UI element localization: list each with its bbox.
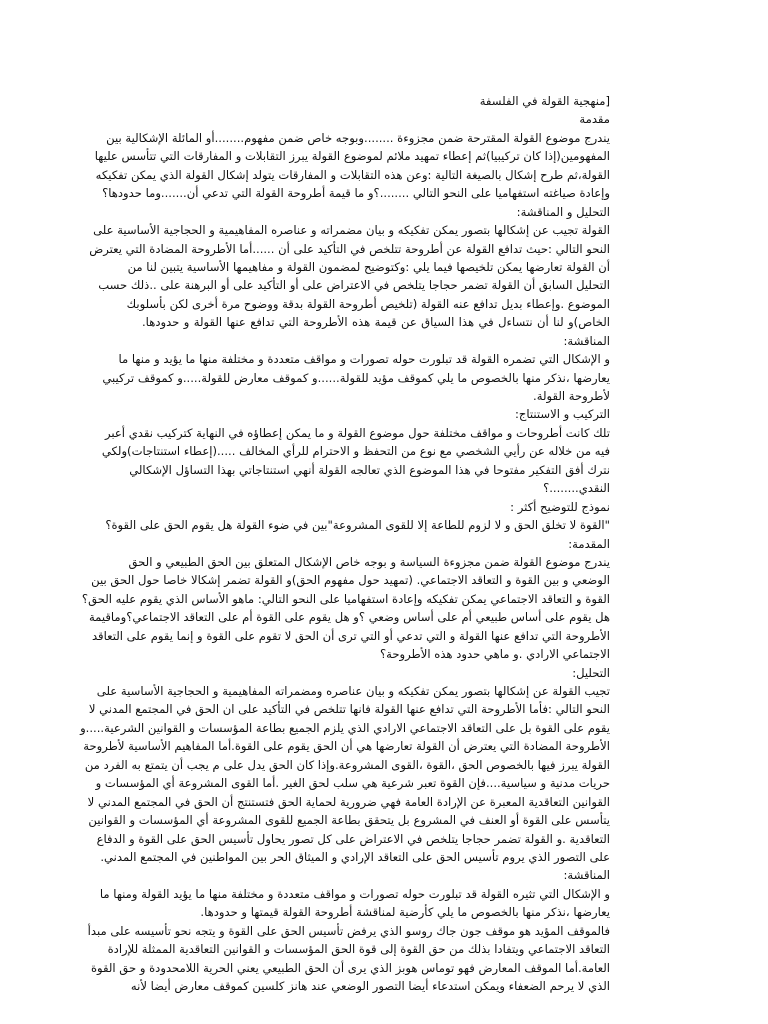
text-line: تلك كانت أطروحات و مواقف مختلفة حول موضوع القولة و ما يمكن إعطاؤه في النهاية كتركيب نقدي أعبر <box>104 425 610 440</box>
text-line: التحليل: <box>572 665 610 680</box>
text-line: المناقشة: <box>563 868 610 883</box>
document-page <box>0 92 768 995</box>
text-line: المقدمة: <box>568 536 610 551</box>
text-line: الخاص)و لنا أن نتساءل في هذا السياق عن قيمة هذه الأطروحة التي تدافع عنها القولة و حدودها. <box>142 315 610 330</box>
text-line: يعارضها ،نذكر منها بالخصوص ما يلي كموقف مؤيد للقولة......و كموقف معارض للقولة.....و كموقف تركيبي <box>102 370 610 385</box>
text-line: العامة.أما الموقف المعارض فهو توماس هوبز الذي يرى أن الحق الطبيعي يعني الحرية اللامحدودة و حق القوة <box>90 960 610 975</box>
text-line: فيه من خلاله عن رأيي الشخصي مع نوع من التحفظ و الاحترام للرأي المخالف .....(إعطاء استنتاجات)ولكي <box>101 444 610 459</box>
text-line: [منهجية القولة في الفلسفة <box>479 94 610 108</box>
text-line: يندرج موضوع القولة المقترحة ضمن مجزوءة ........وبوجه خاص ضمن مفهوم........أو المائلة الإشكالية بين <box>106 130 610 145</box>
text-line: الذي لا يرحم الضعفاء ويمكن استدعاء أيضا التصور الوضعي عند هانز كلسين كموقف معارض أيضا لأنه <box>130 979 610 993</box>
text-line: تجيب القولة عن إشكالها بتصور يمكن تفكيكه و بيان عناصره ومضمراته المفاهيمية و الحجاجية الأساسية على <box>96 684 610 698</box>
text-line: المفهومين(إذا كان تركيبيا)ثم إعطاء تمهيد ملائم لموضوع القولة يبرز التقابلات و المفارقات التي تتأسس عليها <box>94 149 610 164</box>
text-line: التعاقد الاجتماعي ويتفادا بذلك من حق القوة إلى قوة الحق المؤسسات و القوانين التعاقدية الممثلة للإرادة <box>107 942 610 957</box>
text-line: التعاقدية .و القولة تضمر حجاجا يتلخص في الاعتراض على كل تصور يحاول تأسيس الحق على القوة و الدفاع <box>96 831 610 846</box>
text-line: نموذج للتوضيح أكثر : <box>510 499 610 514</box>
text-line: يتأسس على القوة أو العنف في المشروع بل يتحقق بطاعة الجميع للقوى المشروعة أي المؤسسات و القوانين <box>88 813 610 828</box>
text-line: أن القولة تعارضها يمكن تلخيصها فيما يلي :وكتوضيح لمضمون القولة و مفاهيمها الأساسية يتبين لنا من <box>127 259 610 274</box>
text-line: لأطروحة القولة. <box>533 389 610 403</box>
text-line: على التصور الذي يروم تأسيس الحق على التعاقد الإرادي و الميثاق الحر بين المواطنين في المجتمع المدني. <box>100 849 610 864</box>
text-line: النحو التالي :فأما الأطروحة التي تدافع عنها القولة فانها تتلخص في التأكيد على ان الحق في المجتمع المدني لا <box>88 702 610 717</box>
text-line: الموضوع .وإعطاء بديل تدافع عنه القولة (تلخيص أطروحة القولة بدقة ووضوح مرة أخرى لكن بأسلوبك <box>126 296 610 311</box>
text-line: حريات مدنية و سياسية....فإن القوة تعبر شرعية هي سلب لحق الغير .أما القوى المشروعة أي المؤسسات و <box>95 776 610 791</box>
text-line: هل يقوم على أساس طبيعي أم على أساس وضعي ؟و هل يقوم على القوة أم على التعاقد الاجتماعي؟وماقيمة <box>88 610 610 625</box>
text-line: نترك أفق التفكير مفتوحا في هذا الموضوع الذي تعالجه القولة أنهي استنتاجاتي بهذا التساؤل الإشكالي <box>129 462 610 477</box>
text-line: يندرج موضوع القولة ضمن مجزوءة السياسة و بوجه خاص الإشكال المتعلق بين الحق الطبيعي و الحق <box>128 554 610 569</box>
text-line: وإعادة صياغته استفهاميا على النحو التالي ........؟و ما قيمة أطروحة القولة التي تدعي أن.......وما حدودها؟ <box>102 186 610 201</box>
text-line: النقدي........؟ <box>543 481 610 496</box>
text-line: "القوة لا تخلق الحق و لا لزوم للطاعة إلا للقوى المشروعة"بين في ضوء القولة هل يقوم الحق على القوة؟ <box>105 518 610 533</box>
text-line: القولة تجيب عن إشكالها بتصور يمكن تفكيكه و بيان مضمراته و عناصره المفاهيمية و الحجاجية الأساسية على <box>93 223 610 238</box>
text-line: الأطروحة التي تدافع عنها القولة و التي تدعي أو التي ترى أن الحق لا تقوم على القوة و إنما يقوم على التعاقد <box>91 628 610 643</box>
text-line: القولة،ثم طرح إشكال بالصيغة التالية :وعن هذه التقابلات و المفارقات يتولد إشكال القولة الذي يمكن تفكيكه <box>95 167 610 182</box>
text-line: فالموقف المؤيد هو موقف جون جاك روسو الذي يرفض تأسيس الحق على القوة و يتجه نحو تأسيسه على مبدأ <box>87 923 610 938</box>
text-line: الوضعي و بين القوة و التعاقد الاجتماعي. (تمهيد حول مفهوم الحق)و القولة تضمر إشكالا خاصا حول الحق بين <box>91 573 610 588</box>
text-line: التحليل السابق أن القولة تضمر حجاجا يتلخص في الاعتراض على أو التأكيد على أو البرهنة على ..ذلك حسب <box>98 278 610 293</box>
text-line: الاجتماعي الارادي .و ماهي حدود هذه الأطروحة؟ <box>379 647 610 662</box>
text-line: يقوم على القوة بل على التعاقد الاجتماعي الارادي الذي يلزم الجميع بطاعة المؤسسات و القوانين الشرعية.....و <box>80 720 610 735</box>
text-line: مقدمة <box>579 112 610 127</box>
text-line: الأطروحة المضادة التي يعترض أن القولة تعارضها هي أن الحق يقوم على القوة.أما المفاهيم الأساسية لأطروحة <box>83 739 610 754</box>
text-line: النحو التالي :حيث تدافع القولة عن أطروحة تتلخص في التأكيد على أن ......أما الأطروحة المضادة التي يعترض <box>89 241 610 256</box>
text-line: التركيب و الاستنتاج: <box>515 407 610 422</box>
text-line: القوة و التعاقد الاجتماعي يمكن تفكيكه وإعادة استفهاميا على النحو التالي: ماهو الأساس الذي يقوم عليه الحق؟ <box>81 591 610 606</box>
text-line: القولة يبرز فيها بالخصوص الحق ،القوة ،القوى المشروعة.وإذا كان الحق يدل على م يجب أن يتمتع به الفرد من <box>84 757 610 772</box>
text-line: المناقشة: <box>563 333 610 348</box>
text-line: و الإشكال التي تضمره القولة قد تبلورت حوله تصورات و مواقف متعددة و مختلفة منها ما يؤيد و منها ما <box>118 352 610 367</box>
text-line: التحليل و المناقشة: <box>516 204 610 219</box>
text-line: يعارضها ،نذكر منها بالخصوص ما يلي كأرضية لمناقشة أطروحة القولة قيمتها و حدودها. <box>200 905 610 920</box>
text-line: القوانين التعاقدية المعبرة عن الإرادة العامة فهي ضرورية لحماية الحق فتستنتج أن الحق في المجتمع المدني لا <box>87 794 610 809</box>
text-line: و الإشكال التي تثيره القولة قد تبلورت حوله تصورات و مواقف متعددة و مختلفة منها ما يؤيد القولة ومنها ما <box>99 886 610 901</box>
